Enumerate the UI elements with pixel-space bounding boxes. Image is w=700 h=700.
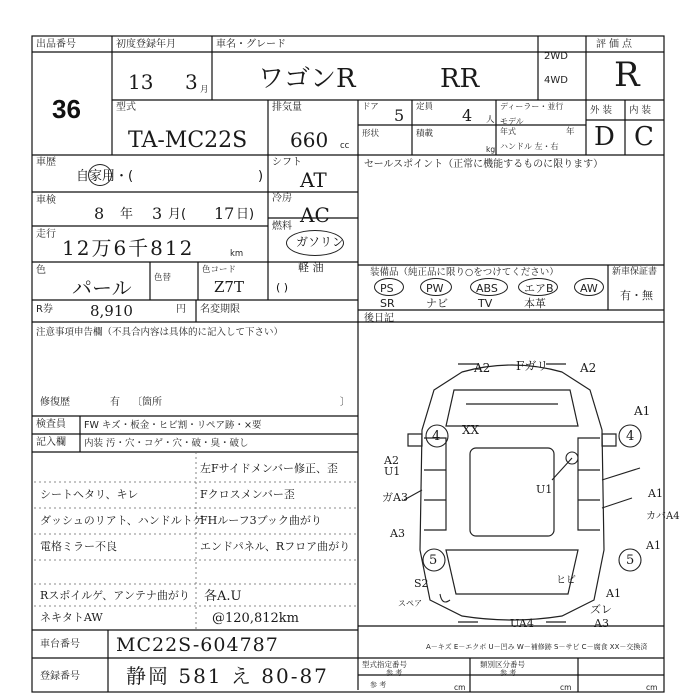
diagram-mark: XX [462,423,480,437]
trunk-label: 後日記 [364,313,394,324]
chassis-value: MC22S-604787 [116,634,279,656]
fuel-circle-mark [286,230,344,256]
cm-unit-2: cm [560,683,572,692]
inspector-note: ダッシュのリアト、ハンドルトゲ [40,514,204,527]
cm-unit-1: cm [454,683,466,692]
checks-row2-text: 内装 汚・穴・コゲ・穴・破・臭・破し [84,438,249,449]
ref-label-2: 参 考 [500,669,517,677]
mileage-value: 12万6千812 [62,236,195,260]
car-name-label: 車名・グレード [216,39,286,50]
type-designation-label: 型式指定番号 [362,660,407,669]
inspector-note: エンドパネル、Rフロア曲がり [200,540,351,553]
model-year-label-1: モデル [500,117,524,126]
diagram-mark: A2 [474,361,491,375]
inspection-year: 8 [94,204,105,223]
inspector-note: 電格ミラー不良 [40,540,117,553]
diagram-mark: 5 [429,553,438,568]
score-label: 評価点 [596,39,635,50]
inspector-note: 各A.U [204,589,242,604]
dealer-label: ディーラー・並行 [500,102,564,111]
capacity-value: 4 [462,106,473,125]
equip-abs-circle [470,278,508,296]
diagram-mark: A2 [580,361,597,375]
equip-aw-circle [574,278,604,296]
person-unit: 人 [486,115,495,125]
chassis-label: 車台番号 [40,639,80,650]
inspection-day-unit: 日) [236,207,255,222]
equip-airbag: エアB [524,282,554,295]
diagram-mark: Fガリ [516,359,549,373]
equip-leather: 本革 [524,297,546,310]
usage-close: ) [258,169,264,184]
diagram-mark: 5 [626,553,635,568]
model-label: 型式 [116,102,136,113]
reki-label: 車歴 [36,157,56,168]
diagram-mark: A3 [390,527,405,540]
inspection-label: 車検 [36,195,56,206]
diagram-mark: ガA3 [382,491,408,504]
fuel-gasoline: ガソリン [296,235,345,249]
first-reg-year: 13 [128,70,154,94]
class-label: 類別区分番号 [480,660,525,669]
registration-label: 登録番号 [40,671,80,682]
drive-4wd: 4WD [544,75,568,86]
warranty-value: 有・無 [620,289,653,302]
equip-tv: TV [478,297,493,310]
lot-number: 36 [52,94,81,124]
fuel-label: 燃料 [272,221,292,232]
registration-value: 静岡 581 え 80-87 [126,664,329,688]
checks-row2-label: 記入欄 [36,437,66,448]
inspector-note: シートヘタリ、キレ [40,488,139,501]
km-unit: km [230,249,244,259]
caution-label: 注意事項申告欄（不具合内容は具体的に記入して下さい） [36,327,284,338]
diagram-mark: A1 [648,487,663,500]
color-code-label: 色コード [202,265,237,275]
capacity-label: 定員 [416,102,434,112]
repair-value: 有 [110,397,120,408]
equip-abs: ABS [476,282,498,295]
exterior-label: 外 装 [590,105,613,116]
first-reg-label: 初度登録年月 [116,39,176,50]
diagram-mark: U1 [384,465,401,478]
diagram-mark: ズレ [590,603,612,616]
diagram-mark: U1 [536,483,553,496]
equip-navi: ナビ [426,297,448,310]
usage-value: 自家用・( [76,169,134,184]
repair-close: 〕 [340,397,350,408]
diagram-mark: A1 [646,539,661,552]
ref-label-1: 参 考 [386,669,403,677]
diagram-mark: 4 [626,429,635,444]
diagram-mark: ヒビ [556,575,576,586]
sales-label: セールスポイント（正常に機能するものに限ります） [364,159,604,170]
inspector-note: ネキタトAW [40,611,103,624]
inspection-month-unit: 月( [168,207,187,222]
warranty-label: 新車保証書 [612,267,658,277]
interior-label: 内 装 [629,105,652,116]
color-value: パール [72,276,132,300]
diagram-mark: UA4 [510,617,534,630]
checks-row1-label: 検査員 [36,419,66,430]
ac-value: AC [300,203,330,227]
doors-label: ドア [362,102,379,112]
cm-unit-3: cm [646,683,658,692]
exterior-grade: D [594,122,615,152]
ac-label: 冷房 [272,193,292,204]
color-change-label: 色替 [154,273,172,283]
ref-label-3: 参 考 [370,681,387,689]
displacement-label: 排気量 [272,102,302,113]
equip-ps: PS [380,282,394,295]
model-value: TA-MC22S [128,128,248,153]
recycle-amount: 8,910 [90,302,133,320]
damage-legend: A－キズ E－エクボ U－凹み W－補修跡 S－サビ C－腐食 XX－交換済 [426,643,648,651]
inspection-day: 17 [214,204,235,223]
checks-row1-text: FW キズ・板金・ヒビ割・リペア跡・×要 [84,420,262,431]
color-code-value: Z7T [214,278,244,296]
first-reg-month: 3 [185,70,198,94]
diagram-mark: A1 [634,404,651,418]
diagram-mark: A3 [594,617,609,630]
car-name: ワゴンR [258,64,356,94]
displacement-value: 660 [290,128,329,152]
equip-aw: AW [580,282,598,295]
grade: RR [440,64,480,94]
diagram-mark: 4 [432,429,441,444]
repair-spot: 〔箇所 [132,397,162,408]
equip-ps-circle [374,278,404,296]
interior-grade: C [634,122,654,152]
usage-circle-mark [88,164,112,186]
name-change-label: 名変期限 [200,304,240,315]
shape-label: 形状 [362,129,380,139]
score-value: R [614,55,640,95]
equip-airbag-circle [518,278,558,296]
load-label: 積載 [416,129,434,139]
inspection-year-unit: 年 [120,207,134,222]
repair-label: 修復歴 [40,397,70,408]
fuel-diesel: 軽 油 [298,261,324,274]
equip-pw-circle [420,278,452,296]
mileage-label: 走行 [36,229,56,240]
diagram-mark: A2 [384,454,399,467]
inspector-note: Fクロスメンバー歪 [200,488,295,501]
inspection-month: 3 [152,204,163,223]
recycle-label: R券 [36,304,53,315]
inspector-note: 左Fサイドメンバー修正、歪 [200,462,338,475]
equip-pw: PW [426,282,444,295]
cc-unit: cc [340,141,350,151]
inspector-note: Rスポイルゲ、アンテナ曲がり [40,589,190,602]
equipment-label: 装備品（純正品に限り○をつけてください） [370,267,559,278]
year-unit: 年 [566,127,575,137]
lot-label: 出品番号 [36,39,76,50]
diagram-mark: スペア [398,599,422,608]
month-unit: 月 [200,85,209,95]
handle-label: ハンドル 左・右 [500,142,559,151]
diagram-mark: S2 [414,577,429,590]
diagram-mark: カバA4 [646,511,680,522]
yen-unit: 円 [176,304,186,315]
model-year-label-2: 年式 [500,127,516,136]
doors-value: 5 [394,106,405,125]
color-label: 色 [36,265,46,276]
kg-unit: kg [486,145,496,154]
diagram-mark: A1 [606,587,621,600]
drive-2wd: 2WD [544,51,568,62]
inspector-note: FHルーフ3ブック曲がり [200,514,322,527]
inspector-note: @120,812km [212,611,299,626]
shift-label: シフト [272,157,302,168]
equip-sr: SR [380,297,395,310]
shift-value: AT [300,168,327,192]
fuel-paren: ( ) [276,281,289,294]
